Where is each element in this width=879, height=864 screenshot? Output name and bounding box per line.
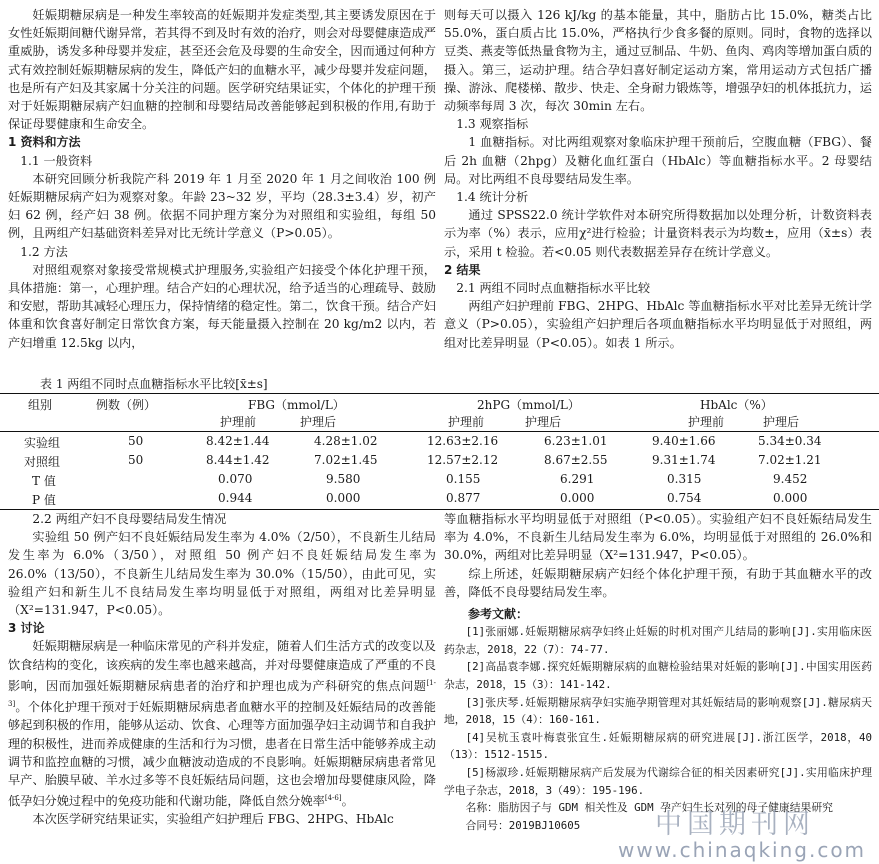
table-header-cases: 例数（例） — [96, 398, 157, 412]
table-cell: 6.23±1.01 — [544, 434, 608, 448]
table-sub-before: 护理前 — [448, 415, 485, 429]
table-cell: 12.57±2.12 — [427, 453, 499, 467]
table-header-fbg: FBG（mmol/L） — [248, 398, 345, 412]
intro-paragraph: 妊娠期糖尿病是一种发生率较高的妊娠期并发症类型,其主要诱发原因在于女性妊娠期间糖代谢异常，若其得不到及时有效的治疗，则会对母婴健康造成严重威胁，诱发多种母婴并发症，甚至还会危及母婴的生命安全，因而通过何种方式有效控制妊娠期糖尿病的发生，降低产妇的血糖水平，减少母婴并发症问题，也是所有产妇及其家属十分关注的问题。医学研究结果证实，个体化的护理干预对于妊娠期糖尿病产妇血糖的控制和母婴结局改善能够起到积极的作用,有助于保证母婴健康和生命安全。 — [8, 8, 436, 132]
table-cell: 8.42±1.44 — [206, 434, 270, 448]
table-cell: 0.000 — [773, 491, 808, 505]
table-cell: 0.000 — [560, 491, 595, 505]
section-2-1-heading: 2.1 两组不同时点血糖指标水平比较 — [456, 281, 651, 296]
table-cell: 0.155 — [446, 472, 481, 486]
table-cell: 0.070 — [218, 472, 253, 486]
discussion-continued-paragraph: 等血糖指标水平均明显低于对照组（P<0.05）。实验组产妇不良妊娠结局发生率为 4.0%，不良新生儿结局发生率为 6.0%，均明显低于对照组的 26.0%和 30.0%，两组对比差异明显（X²=131.947，P<0.05）。 — [444, 512, 872, 563]
table-header-2hpg: 2hPG（mmol/L） — [477, 398, 580, 412]
reference-item: [4]吴杭玉袁叶梅袁张宜生.妊娠期糖尿病的研究进展[J].浙江医学，2018，40（13）：1512-1515. — [444, 730, 872, 762]
left-column-bottom — [8, 510, 436, 829]
table-header-rule — [0, 431, 879, 432]
conclusion-paragraph: 综上所述，妊娠期糖尿病产妇经个体化护理干预，有助于其血糖水平的改善，降低不良母婴结局发生率。 — [444, 566, 872, 599]
table-sub-after: 护理后 — [300, 415, 337, 429]
table-sub-after: 护理后 — [525, 415, 562, 429]
table-cell-group: P 值 — [32, 493, 56, 507]
methods-continued-paragraph: 则每天可以摄入 126 kJ/kg 的基本能量，其中，脂肪占比 15.0%，糖类占比 55.0%，蛋白质占比 15.0%，严格执行少食多餐的原则。同时，食物的选择以豆类、燕麦等低热量食物为主，通过豆制品、牛奶、鱼肉、鸡肉等增加蛋白质的摄入。第三，运动护理。结合孕妇喜好制定运动方案，常用运动方式包括广播操、游泳、爬楼梯、散步、快走、全身耐力锻炼等，增强孕妇的机体抵抗力，运动频率每周 3 次，每次 30min 左右。 — [444, 8, 872, 114]
section-2-heading: 2 结果 — [444, 262, 481, 277]
contract-number: 合同号：2019BJ10605 — [465, 818, 581, 832]
table-cell: 9.40±1.66 — [652, 434, 716, 448]
table-cell: 9.580 — [326, 472, 361, 486]
table-cell: 5.34±0.34 — [758, 434, 822, 448]
table-cell: 0.754 — [667, 491, 702, 505]
discussion-paragraph: 妊娠期糖尿病是一种临床常见的产科并发症，随着人们生活方式的改变以及饮食结构的变化，该疾病的发生率也越来越高，并对母婴健康造成了严重的不良影响，因而加强妊娠期糖尿病患者的治疗和护理也成为产科研究的焦点问题[1-3]。个体化护理干预对于妊娠期糖尿病患者血糖水平的控制及妊娠结局的改善能够起到积极的作用，能够从运动、饮食、心理等方面加强孕妇主动调节和自我护理的积极性，进而养成健康的生活和行为习惯，患者在日常生活中能够养成主动调节和监控血糖的习惯，减少血糖波动造成的不良影响。妊娠期糖尿病患者常见早产、胎膜早破、羊水过多等不良妊娠结局问题，这也会增加母婴健康风险，降低孕妇分娩过程中的免疫功能和代谢功能，降低自然分娩率[4-6]。 — [8, 639, 436, 809]
table-cell: 0.000 — [326, 491, 361, 505]
reference-item: [5]杨淑珍.妊娠期糖尿病产后发展为代谢综合征的相关因素研究[J].实用临床护理学电子杂志，2018，3（49）：195-196. — [444, 765, 872, 797]
table-cell: 4.28±1.02 — [314, 434, 378, 448]
indicators-paragraph: 1 血糖指标。对比两组观察对象临床护理干预前后，空腹血糖（FBG）、餐后 2h 血糖（2hpg）及糖化血红蛋白（HbAlc）等血糖指标水平。2 母婴结局。对比两组不良母婴结局发生率。 — [444, 135, 872, 186]
statistics-paragraph: 通过 SPSS22.0 统计学软件对本研究所得数据加以处理分析，计数资料表示为率（%）表示，应用χ²进行检验；计量资料表示为均数±，应用（x̄±s）表示，采用 t 检验。若<0.05 则代表数据差异存在统计学意义。 — [444, 208, 872, 259]
table-header-group: 组别 — [28, 398, 53, 412]
table-cell-n: 50 — [128, 453, 144, 467]
discussion-paragraph-2: 本次医学研究结果证实，实验组产妇护理后 FBG、2HPG、HbAlc — [32, 812, 394, 827]
table-cell-group: 对照组 — [24, 455, 61, 469]
right-column-bottom — [444, 510, 872, 834]
section-1-2-heading: 1.2 方法 — [20, 244, 68, 259]
right-column-top — [444, 6, 872, 352]
table-sub-after: 护理后 — [763, 415, 800, 429]
table-cell-group: T 值 — [32, 474, 56, 488]
general-data-paragraph: 本研究回顾分析我院产科 2019 年 1 月至 2020 年 1 月之间收治 100 例妊娠期糖尿病产妇为观察对象。年龄 23~32 岁，平均（28.3±3.4）岁，初产妇 62 例，经产妇 38 例。依据不同护理方案分为对照组和实验组，每组 50 例，且两组产妇基础资料差异对比无统计学意义（P>0.05）。 — [8, 171, 436, 241]
reference-item: [2]高晶袁李娜.探究妊娠期糖尿病的血糖检验结果对妊娠的影响[J].中国实用医药杂志，2018，15（3）：141-142. — [444, 660, 872, 691]
section-1-4-heading: 1.4 统计分析 — [456, 190, 529, 205]
table-cell: 9.452 — [773, 472, 808, 486]
table-cell: 0.315 — [667, 472, 702, 486]
table-header-hba: HbAlc（%） — [700, 398, 773, 412]
section-2-2-heading: 2.2 两组产妇不良母婴结局发生情况 — [32, 512, 227, 526]
left-column-top — [8, 6, 436, 352]
table-cell: 7.02±1.21 — [758, 453, 822, 467]
table-cell: 6.291 — [560, 472, 595, 486]
table-cell: 12.63±2.16 — [427, 434, 499, 448]
table-cell: 9.31±1.74 — [652, 453, 716, 467]
table-cell-n: 50 — [128, 434, 144, 448]
section-1-3-heading: 1.3 观察指标 — [456, 117, 529, 132]
section-1-1-heading: 1.1 一般资料 — [20, 153, 93, 168]
section-1-heading: 1 资料和方法 — [8, 135, 81, 150]
citation: [4-6] — [324, 794, 342, 803]
reference-item: [1]张丽娜.妊娠期糖尿病孕妇终止妊娠的时机对围产儿结局的影响[J].实用临床医药杂志，2018，22（7）：74-77. — [444, 625, 872, 656]
watermark-logo: 中国期刊网 — [655, 809, 815, 840]
section-3-heading: 3 讨论 — [8, 621, 45, 636]
table-caption: 表 1 两组不同时点血糖指标水平比较[x̄±s] — [40, 377, 268, 391]
funding-note: 名称：脂肪因子与 GDM 相关性及 GDM 孕产妇生长对列的母子健康结果研究 — [465, 801, 833, 815]
table-cell: 0.877 — [446, 491, 481, 505]
table-sub-before: 护理前 — [220, 415, 257, 429]
watermark-url: www.chinaqking.com — [618, 838, 867, 862]
methods-paragraph: 对照组观察对象接受常规模式护理服务,实验组产妇接受个体化护理干预，具体措施：第一，心理护理。结合产妇的心理状况，给予适当的心理疏导、鼓励和安慰，帮助其减轻心理压力，保持情绪的稳定性。第二，饮食干预。结合产妇体重和饮食喜好制定日常饮食方案，每天能量摄入控制在 20 kg/m2 以内，若产妇增重 12.5kg 以内， — [8, 262, 436, 350]
table-cell: 8.44±1.42 — [206, 453, 270, 467]
table-cell: 0.944 — [218, 491, 253, 505]
table-cell-group: 实验组 — [24, 436, 61, 450]
table-cell: 7.02±1.45 — [314, 453, 378, 467]
citation: [1-3] — [8, 678, 436, 709]
references-heading: 参考文献： — [468, 607, 529, 622]
table-top-rule — [0, 393, 879, 394]
table-sub-before: 护理前 — [688, 415, 725, 429]
table-cell: 8.67±2.55 — [544, 453, 608, 467]
reference-item: [3]张庆琴.妊娠期糖尿病孕妇实施孕期管理对其妊娠结局的影响观察[J].糖尿病天地，2018，15（4）：160-161. — [444, 695, 872, 727]
outcomes-paragraph: 实验组 50 例产妇不良妊娠结局发生率为 4.0%（2/50），不良新生儿结局发生率为 6.0%（3/50），对照组 50 例产妇不良妊娠结局发生率为 26.0%（13/50），不良新生儿结局发生率为 30.0%（15/50），由此可见，实验组产妇和新生儿不良结局发生率均明显低于对照组，两组对比差异明显（X²=131.947，P<0.05）。 — [8, 530, 436, 618]
results-paragraph: 两组产妇护理前 FBG、2HPG、HbAlc 等血糖指标水平对比差异无统计学意义（P>0.05），实验组产妇护理后各项血糖指标水平均明显低于对照组，两组对比差异明显（P<0.05）。如表 1 所示。 — [444, 299, 872, 350]
